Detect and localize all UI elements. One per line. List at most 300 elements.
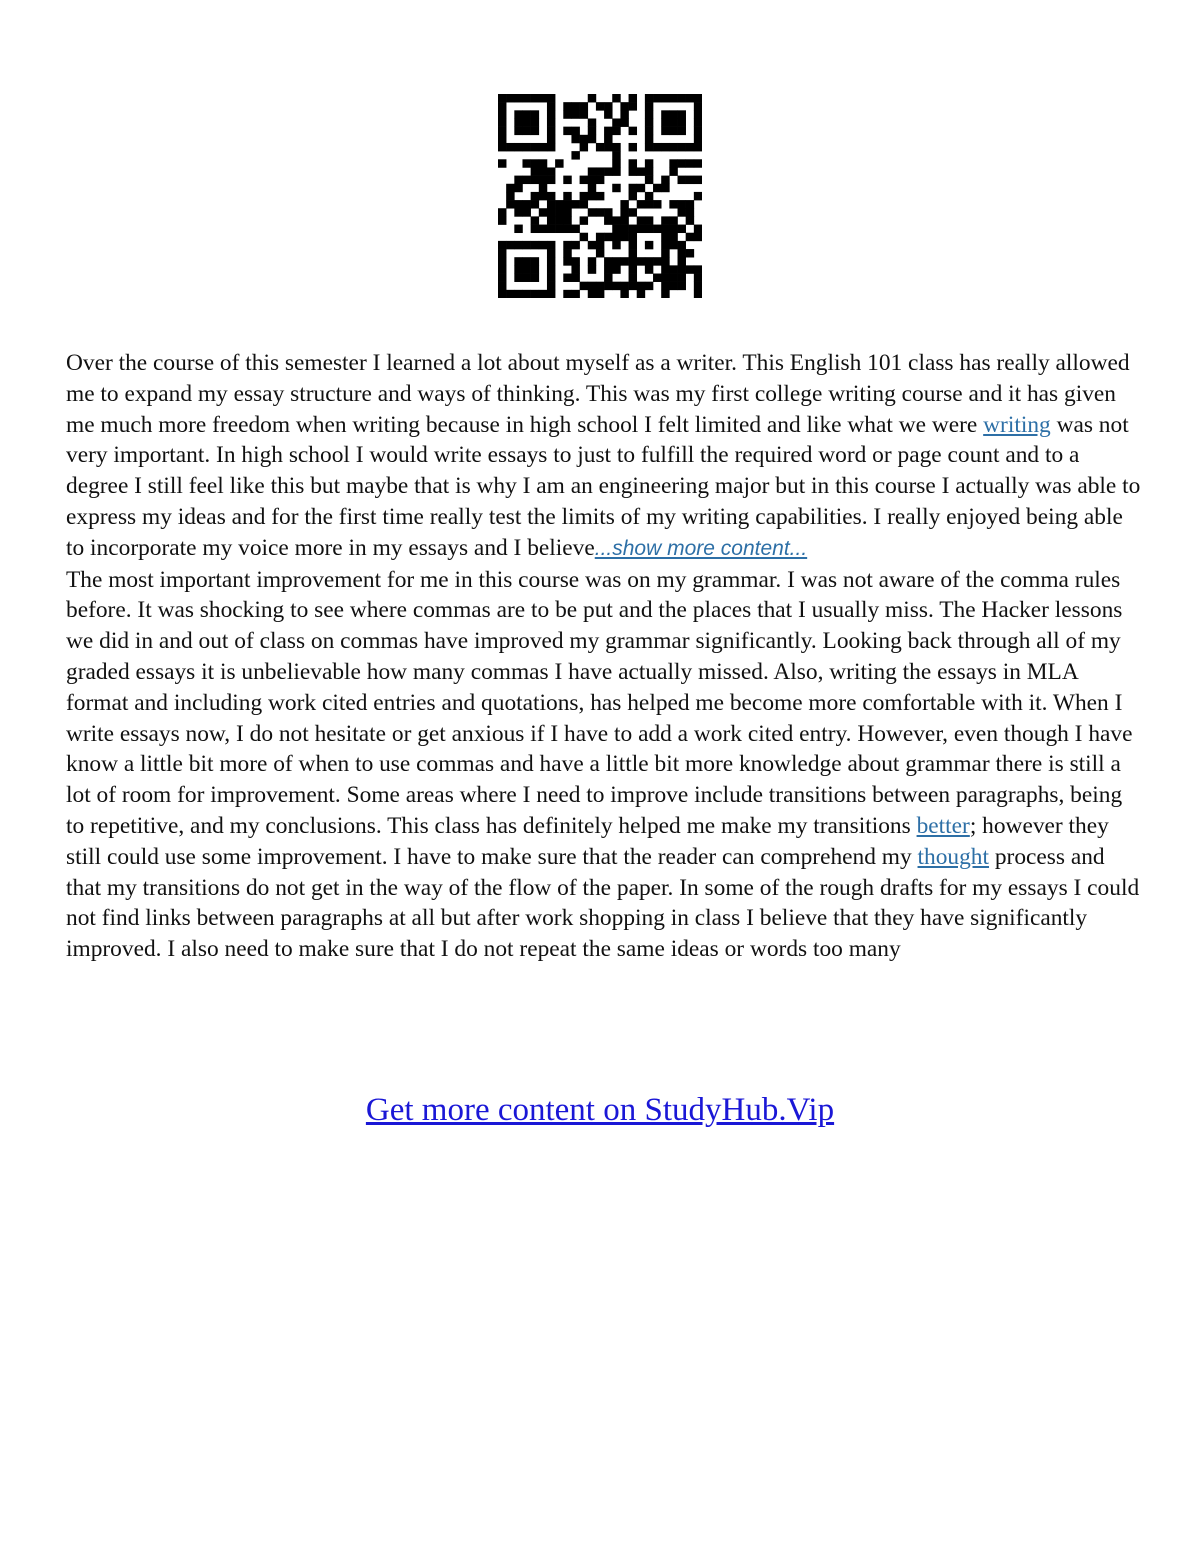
qr-module: [514, 208, 522, 216]
qr-module: [612, 94, 620, 102]
qr-module: [555, 208, 563, 216]
qr-module: [506, 192, 514, 200]
qr-module: [596, 208, 604, 216]
qr-module: [678, 200, 686, 208]
qr-module: [539, 159, 547, 167]
qr-module: [694, 102, 702, 110]
qr-module: [588, 290, 596, 298]
qr-module: [580, 200, 588, 208]
qr-module: [498, 290, 506, 298]
qr-module: [645, 282, 653, 290]
qr-module: [580, 110, 588, 118]
qr-module: [539, 192, 547, 200]
qr-module: [637, 200, 645, 208]
qr-module: [686, 233, 694, 241]
qr-module: [629, 102, 637, 110]
qr-module: [522, 176, 530, 184]
qr-module: [498, 94, 506, 102]
qr-module: [498, 257, 506, 265]
qr-code-icon: [498, 94, 702, 298]
qr-module: [612, 257, 620, 265]
qr-module: [694, 192, 702, 200]
qr-module: [522, 241, 530, 249]
qr-module: [588, 265, 596, 273]
qr-module: [686, 159, 694, 167]
qr-module: [547, 118, 555, 126]
qr-module: [580, 143, 588, 151]
qr-module: [653, 143, 661, 151]
qr-module: [596, 282, 604, 290]
qr-module: [678, 282, 686, 290]
qr-module: [531, 176, 539, 184]
qr-module: [539, 143, 547, 151]
qr-module: [563, 225, 571, 233]
qr-module: [653, 94, 661, 102]
qr-module: [580, 135, 588, 143]
qr-module: [563, 110, 571, 118]
qr-module: [547, 282, 555, 290]
qr-module: [522, 127, 530, 135]
qr-module: [653, 274, 661, 282]
qr-module: [637, 184, 645, 192]
qr-module: [653, 184, 661, 192]
qr-module: [661, 110, 669, 118]
qr-module: [612, 167, 620, 175]
qr-module: [661, 233, 669, 241]
qr-module: [588, 257, 596, 265]
qr-module: [612, 282, 620, 290]
qr-module: [563, 176, 571, 184]
qr-module: [498, 143, 506, 151]
qr-module: [645, 176, 653, 184]
qr-module: [604, 143, 612, 151]
qr-module: [580, 216, 588, 224]
qr-module: [580, 192, 588, 200]
qr-module: [669, 233, 677, 241]
qr-module: [669, 94, 677, 102]
qr-module: [596, 249, 604, 257]
qr-module: [555, 216, 563, 224]
qr-module: [604, 127, 612, 135]
qr-module: [588, 282, 596, 290]
qr-module: [547, 110, 555, 118]
qr-module: [498, 282, 506, 290]
qr-module: [686, 143, 694, 151]
qr-module: [531, 118, 539, 126]
qr-module: [596, 290, 604, 298]
qr-module: [547, 102, 555, 110]
qr-module: [669, 241, 677, 249]
qr-module: [531, 225, 539, 233]
qr-module: [612, 225, 620, 233]
qr-module: [498, 216, 506, 224]
qr-module: [498, 208, 506, 216]
qr-module: [539, 176, 547, 184]
qr-module: [604, 257, 612, 265]
qr-module: [629, 94, 637, 102]
qr-module: [571, 135, 579, 143]
qr-module: [669, 143, 677, 151]
qr-module: [604, 135, 612, 143]
qr-module: [563, 208, 571, 216]
qr-module: [620, 200, 628, 208]
qr-module: [678, 257, 686, 265]
qr-module: [645, 192, 653, 200]
qr-module: [669, 118, 677, 126]
qr-module: [661, 257, 669, 265]
qr-module: [604, 233, 612, 241]
qr-module: [661, 143, 669, 151]
qr-module: [588, 135, 596, 143]
qr-module: [514, 118, 522, 126]
qr-module: [694, 118, 702, 126]
qr-module: [531, 274, 539, 282]
qr-module: [547, 241, 555, 249]
qr-module: [686, 200, 694, 208]
qr-module: [588, 208, 596, 216]
qr-module: [629, 265, 637, 273]
qr-module: [645, 118, 653, 126]
qr-module: [555, 225, 563, 233]
qr-module: [612, 216, 620, 224]
qr-module: [588, 241, 596, 249]
qr-module: [645, 110, 653, 118]
qr-module: [531, 216, 539, 224]
qr-module: [539, 225, 547, 233]
qr-module: [596, 102, 604, 110]
qr-module: [580, 176, 588, 184]
qr-module: [694, 225, 702, 233]
qr-module: [604, 265, 612, 273]
qr-module: [514, 265, 522, 273]
qr-module: [629, 184, 637, 192]
qr-module: [522, 110, 530, 118]
qr-module: [506, 94, 514, 102]
qr-module: [498, 118, 506, 126]
qr-module: [522, 265, 530, 273]
qr-module: [678, 241, 686, 249]
studyhub-footer-link[interactable]: Get more content on StudyHub.Vip: [365, 1092, 835, 1128]
qr-module: [498, 127, 506, 135]
qr-module: [620, 290, 628, 298]
qr-module: [612, 159, 620, 167]
qr-module: [694, 110, 702, 118]
qr-module: [596, 192, 604, 200]
qr-module: [498, 102, 506, 110]
qr-module: [571, 274, 579, 282]
qr-module: [588, 184, 596, 192]
qr-module: [645, 257, 653, 265]
qr-module: [661, 249, 669, 257]
qr-module: [629, 241, 637, 249]
qr-module: [669, 274, 677, 282]
qr-module: [571, 200, 579, 208]
qr-module: [539, 208, 547, 216]
qr-module: [645, 143, 653, 151]
qr-module: [563, 102, 571, 110]
qr-module: [531, 127, 539, 135]
qr-module: [620, 233, 628, 241]
qr-module: [637, 290, 645, 298]
qr-module: [653, 257, 661, 265]
qr-module: [629, 282, 637, 290]
qr-module: [661, 290, 669, 298]
qr-module: [514, 127, 522, 135]
qr-module: [694, 274, 702, 282]
qr-module: [547, 200, 555, 208]
qr-module: [531, 110, 539, 118]
qr-module: [498, 110, 506, 118]
qr-module: [620, 110, 628, 118]
qr-module: [686, 249, 694, 257]
thought-link[interactable]: thought: [917, 843, 990, 870]
qr-module: [555, 159, 563, 167]
qr-module: [694, 94, 702, 102]
qr-module: [645, 216, 653, 224]
qr-module: [604, 102, 612, 110]
qr-module: [563, 127, 571, 135]
qr-module: [514, 290, 522, 298]
qr-module: [661, 265, 669, 273]
qr-module: [531, 143, 539, 151]
qr-module: [694, 135, 702, 143]
qr-module: [678, 225, 686, 233]
qr-module: [531, 257, 539, 265]
qr-module: [514, 225, 522, 233]
qr-module: [678, 208, 686, 216]
qr-module: [629, 225, 637, 233]
qr-module: [637, 282, 645, 290]
qr-module: [629, 143, 637, 151]
qr-module: [596, 233, 604, 241]
qr-module: [596, 167, 604, 175]
paragraph-grammar-text-c: process and that my transitions do not get in the way of the flow of the paper. In some of the rough drafts for my essays I could not find links between paragraphs at all but after work shopping in class I believe that they have significantly improved. I also need to make sure that I do not repeat the same ideas or words too many: [66, 843, 1140, 963]
qr-module: [539, 94, 547, 102]
qr-module: [694, 159, 702, 167]
qr-module: [588, 167, 596, 175]
qr-module: [498, 135, 506, 143]
qr-module: [661, 225, 669, 233]
paragraph-grammar: [66, 565, 1141, 965]
qr-module: [629, 167, 637, 175]
qr-module: [555, 200, 563, 208]
qr-module: [678, 94, 686, 102]
qr-module: [588, 176, 596, 184]
qr-module: [506, 143, 514, 151]
qr-module: [612, 241, 620, 249]
qr-module: [612, 265, 620, 273]
qr-module: [580, 282, 588, 290]
qr-module: [669, 225, 677, 233]
qr-module: [678, 110, 686, 118]
qr-module: [563, 200, 571, 208]
qr-module: [531, 241, 539, 249]
qr-module: [694, 233, 702, 241]
qr-module: [629, 159, 637, 167]
qr-module: [531, 265, 539, 273]
qr-module: [661, 241, 669, 249]
qr-module: [514, 143, 522, 151]
qr-module: [506, 184, 514, 192]
qr-module: [637, 167, 645, 175]
qr-module: [498, 241, 506, 249]
qr-module: [604, 274, 612, 282]
qr-module: [522, 118, 530, 126]
qr-module: [588, 94, 596, 102]
qr-module: [514, 257, 522, 265]
qr-module: [514, 200, 522, 208]
qr-module: [539, 167, 547, 175]
qr-module: [563, 274, 571, 282]
qr-module: [661, 184, 669, 192]
qr-module: [539, 290, 547, 298]
qr-module: [506, 241, 514, 249]
qr-module: [661, 94, 669, 102]
qr-module: [686, 265, 694, 273]
qr-module: [498, 265, 506, 273]
qr-module: [547, 274, 555, 282]
qr-module: [571, 257, 579, 265]
qr-module: [612, 118, 620, 126]
qr-module: [661, 176, 669, 184]
qr-code-graphic: [498, 94, 702, 298]
essay-body: [66, 348, 1141, 965]
qr-module: [678, 127, 686, 135]
qr-module: [588, 192, 596, 200]
qr-module: [629, 274, 637, 282]
qr-module: [669, 167, 677, 175]
footer: [0, 1092, 1200, 1129]
qr-module: [531, 94, 539, 102]
qr-module: [661, 274, 669, 282]
qr-module: [645, 265, 653, 273]
qr-module: [580, 233, 588, 241]
qr-module: [547, 94, 555, 102]
qr-module: [563, 241, 571, 249]
qr-module: [669, 200, 677, 208]
qr-module: [686, 94, 694, 102]
qr-module: [629, 257, 637, 265]
qr-module: [571, 225, 579, 233]
qr-module: [694, 282, 702, 290]
qr-module: [571, 241, 579, 249]
qr-module: [514, 176, 522, 184]
qr-module: [661, 118, 669, 126]
qr-module: [678, 143, 686, 151]
qr-module: [571, 265, 579, 273]
qr-module: [522, 94, 530, 102]
qr-module: [531, 290, 539, 298]
qr-module: [522, 274, 530, 282]
qr-module: [604, 216, 612, 224]
qr-module: [604, 167, 612, 175]
paragraph-intro-text-a: Over the course of this semester I learned a lot about myself as a writer. This English 101 class has really allowed me to expand my essay structure and ways of thinking. This was my first college writing course and it has given me much more freedom when writing because in high school I felt limited and like what we were: [66, 350, 1130, 438]
qr-module: [620, 216, 628, 224]
qr-module: [612, 233, 620, 241]
qr-module: [629, 192, 637, 200]
qr-module: [645, 127, 653, 135]
qr-module: [629, 233, 637, 241]
qr-module: [645, 167, 653, 175]
qr-module: [678, 159, 686, 167]
qr-module: [645, 241, 653, 249]
qr-module: [620, 208, 628, 216]
qr-module: [522, 208, 530, 216]
qr-module: [669, 127, 677, 135]
qr-module: [645, 159, 653, 167]
qr-module: [547, 257, 555, 265]
paragraph-grammar-text-b: ; however they still could use some improvement. I have to make sure that the reader can comprehend my: [66, 812, 1109, 870]
show-more-content-link[interactable]: ...show more content...: [594, 536, 808, 560]
qr-module: [629, 249, 637, 257]
qr-module: [604, 208, 612, 216]
qr-module: [514, 241, 522, 249]
qr-module: [522, 290, 530, 298]
qr-module: [547, 216, 555, 224]
qr-module: [531, 192, 539, 200]
qr-module: [563, 257, 571, 265]
qr-module: [620, 118, 628, 126]
qr-module: [563, 216, 571, 224]
qr-module: [547, 176, 555, 184]
qr-module: [669, 110, 677, 118]
qr-module: [678, 265, 686, 273]
qr-module: [571, 290, 579, 298]
qr-module: [612, 184, 620, 192]
qr-module: [588, 118, 596, 126]
qr-module: [694, 290, 702, 298]
paragraph-grammar-text-a: The most important improvement for me in this course was on my grammar. I was not aware of the comma rules before. It was shocking to see where commas are to be put and the places that I usually miss. The Hacker lessons we did in and out of class on commas have improved my grammar significantly. Looking back through all of my graded essays it is unbelievable how many commas I have actually missed. Also, writing the essays in MLA format and including work cited entries and quotations, has helped me become more comfortable with it. When I write essays now, I do not hesitate or get anxious if I have to add a work cited entry. However, even though I have know a little bit more of when to use commas and have a little bit more knowledge about grammar there is still a lot of room for improvement. Some areas where I need to improve include transitions between paragraphs, being to repetitive, and my conclusions. This class has definitely helped me make my transitions: [66, 566, 1133, 839]
qr-module: [498, 274, 506, 282]
better-link[interactable]: better: [916, 812, 970, 839]
qr-module: [547, 290, 555, 298]
qr-module: [694, 265, 702, 273]
qr-module: [539, 184, 547, 192]
qr-module: [547, 192, 555, 200]
qr-module: [604, 110, 612, 118]
qr-module: [522, 200, 530, 208]
qr-module: [653, 200, 661, 208]
qr-module: [653, 225, 661, 233]
qr-module: [547, 143, 555, 151]
qr-module: [547, 225, 555, 233]
qr-module: [645, 200, 653, 208]
qr-module: [645, 102, 653, 110]
qr-module: [571, 110, 579, 118]
qr-module: [629, 127, 637, 135]
qr-module: [678, 249, 686, 257]
qr-module: [522, 257, 530, 265]
qr-module: [661, 282, 669, 290]
qr-module: [645, 94, 653, 102]
qr-module: [620, 102, 628, 110]
qr-module: [678, 118, 686, 126]
paragraph-intro: [66, 348, 1141, 565]
qr-module: [661, 127, 669, 135]
qr-module: [612, 127, 620, 135]
qr-module: [571, 102, 579, 110]
writing-link[interactable]: writing: [983, 411, 1051, 438]
qr-module: [686, 216, 694, 224]
qr-module: [686, 176, 694, 184]
qr-module: [580, 102, 588, 110]
qr-module: [547, 135, 555, 143]
qr-module: [571, 151, 579, 159]
qr-module: [596, 241, 604, 249]
qr-module: [620, 282, 628, 290]
qr-module: [686, 208, 694, 216]
qr-module: [522, 159, 530, 167]
